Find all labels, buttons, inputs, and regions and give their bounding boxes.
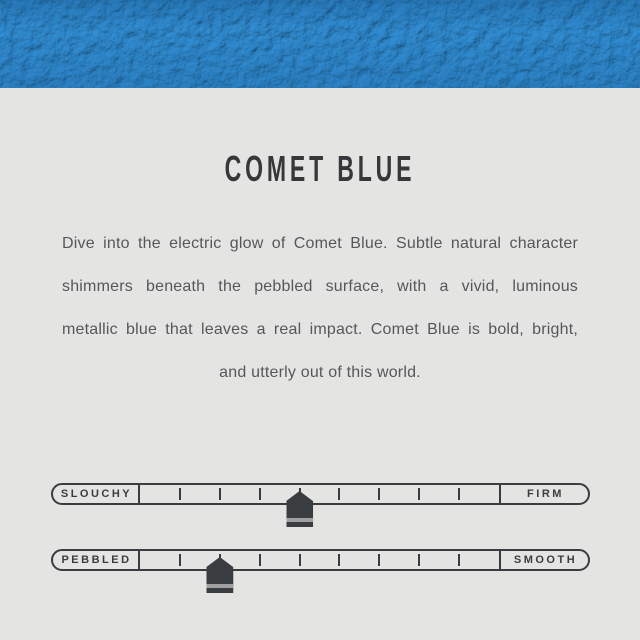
description-line: and utterly out of this world. — [219, 364, 421, 381]
scale-track — [140, 485, 499, 503]
scale-left-label: SLOUCHY — [53, 485, 140, 503]
tick-mark — [338, 488, 340, 500]
tick-mark — [458, 554, 460, 566]
tick-mark — [378, 554, 380, 566]
marker-stripe — [286, 518, 313, 522]
pebbled-smooth-scale — [51, 549, 590, 571]
tick-mark — [378, 488, 380, 500]
tick-mark — [179, 554, 181, 566]
description-line: shimmers beneath the pebbled surface, with a vivid, luminous — [62, 278, 578, 295]
scale-marker — [206, 557, 233, 593]
scale-left-label: PEBBLED — [53, 551, 140, 569]
slouchy-firm-scale — [51, 483, 590, 505]
leather-texture-graphic — [0, 0, 640, 88]
leather-swatch-image — [0, 0, 640, 88]
scale-right-label: SMOOTH — [499, 551, 588, 569]
tick-mark — [418, 488, 420, 500]
tick-mark — [338, 554, 340, 566]
scale-track — [140, 551, 499, 569]
tick-mark — [219, 488, 221, 500]
tick-mark — [259, 488, 261, 500]
marker-stripe — [206, 584, 233, 588]
scale-marker — [286, 491, 313, 527]
tick-mark — [179, 488, 181, 500]
scale-right-label: FIRM — [499, 485, 588, 503]
tick-mark — [299, 554, 301, 566]
description-line: Dive into the electric glow of Comet Blue. Subtle natural character — [62, 235, 578, 252]
tick-mark — [259, 554, 261, 566]
product-description — [62, 222, 578, 394]
description-line: metallic blue that leaves a real impact. Comet Blue is bold, bright, — [62, 321, 578, 338]
tick-mark — [458, 488, 460, 500]
tick-mark — [418, 554, 420, 566]
page-title: COMET BLUE — [224, 148, 416, 189]
